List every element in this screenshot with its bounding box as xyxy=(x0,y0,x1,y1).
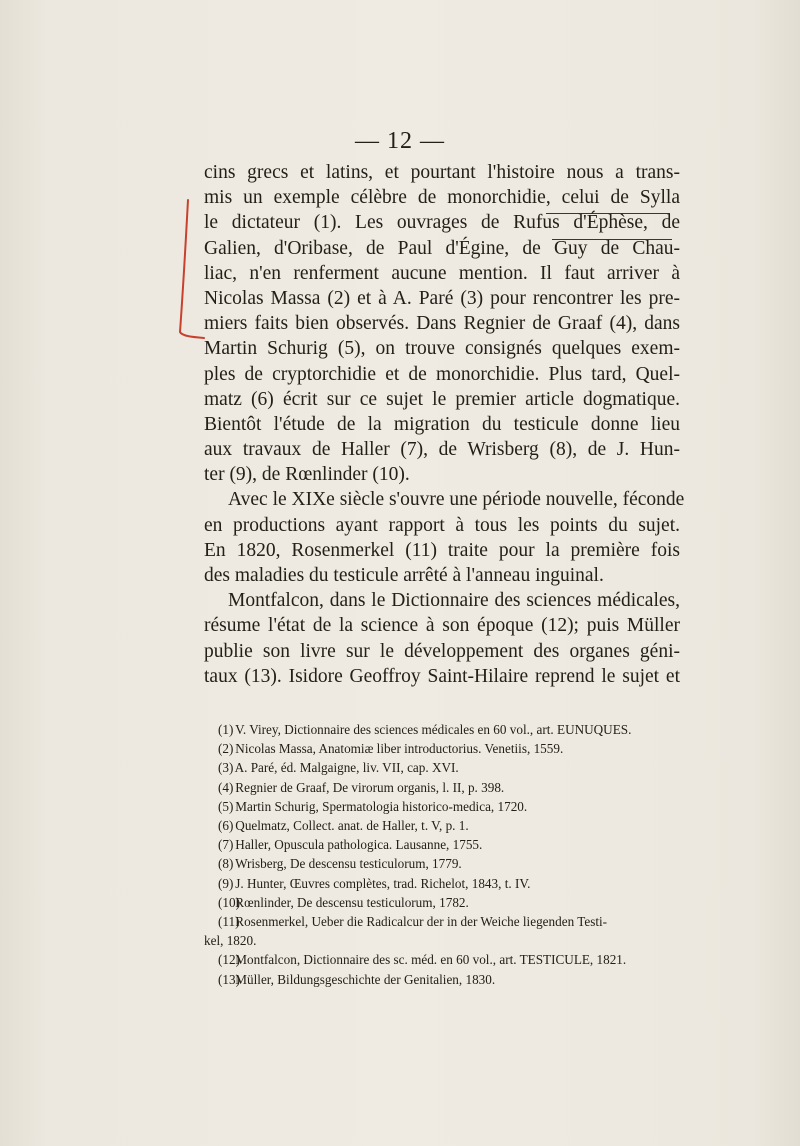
text-line: matz (6) écrit sur ce sujet le premier article dogmatique. xyxy=(204,388,680,410)
footnote-number: (13) xyxy=(218,971,240,987)
footnote-number: (5) xyxy=(218,798,234,814)
text-line: cins grecs et latins, et pourtant l'histoire nous a trans- xyxy=(204,162,680,183)
footnote xyxy=(204,970,682,989)
footnote xyxy=(204,758,682,777)
footnote-number: (6) xyxy=(218,818,234,834)
footnote xyxy=(204,950,682,969)
text-line: taux (13). Isidore Geoffroy Saint-Hilaire reprend le sujet et xyxy=(204,665,680,687)
footnote-number: (3) xyxy=(218,760,234,776)
footnote xyxy=(204,854,682,873)
text-line: aux travaux de Haller (7), de Wrisberg (8), de J. Hun- xyxy=(204,439,680,461)
text-line: En 1820, Rosenmerkel (11) traite pour la première fois xyxy=(204,539,680,561)
footnote-text: V. Virey, Dictionnaire des sciences médicales en 60 vol., art. EUNUQUES. xyxy=(235,722,632,737)
footnote-number: (9) xyxy=(218,875,234,891)
text-line: Galien, d'Oribase, de Paul d'Égine, de Guy de Chau- xyxy=(204,237,680,259)
footnotes xyxy=(204,720,682,989)
text-line: miers faits bien observés. Dans Regnier de Graaf (4), dans xyxy=(204,313,680,335)
footnote-text: Rœnlinder, De descensu testiculorum, 1782. xyxy=(235,894,469,910)
body-text xyxy=(204,160,685,689)
footnote-number: (12) xyxy=(218,952,240,968)
text-line: liac, n'en renferment aucune mention. Il faut arriver à xyxy=(204,262,680,284)
red-pencil-margin-mark xyxy=(166,196,206,344)
text-line: Martin Schurig (5), on trouve consignés quelques exem- xyxy=(204,338,680,360)
footnote-text: Müller, Bildungsgeschichte der Genitalien, 1830. xyxy=(235,971,496,987)
text-line: publie son livre sur le développement des organes géni- xyxy=(204,640,680,662)
text-line: en productions ayant rapport à tous les points du sujet. xyxy=(204,514,680,536)
footnote-number: (4) xyxy=(218,779,234,795)
footnote-number: (7) xyxy=(218,837,234,853)
footnote-text: Haller, Opuscula pathologica. Lausanne, 1755. xyxy=(235,837,483,853)
footnote xyxy=(204,816,682,835)
footnote xyxy=(204,797,682,816)
footnote-text: A. Paré, éd. Malgaigne, liv. VII, cap. XVI. xyxy=(234,760,459,776)
footnote-text: Nicolas Massa, Anatomiæ liber introductorius. Venetiis, 1559. xyxy=(235,741,564,757)
text-line: ples de cryptorchidie et de monorchidie. Plus tard, Quel- xyxy=(204,363,680,385)
text-line: ter (9), de Rœnlinder (10). xyxy=(204,464,410,486)
footnote xyxy=(204,778,682,797)
footnote-text: J. Hunter, Œuvres complètes, trad. Richelot, 1843, t. IV. xyxy=(235,875,531,891)
footnote xyxy=(204,835,682,854)
text-line: résume l'état de la science à son époque (12); puis Müller xyxy=(204,615,680,637)
footnote xyxy=(204,739,682,758)
footnote-text: Quelmatz, Collect. anat. de Haller, t. V, p. 1. xyxy=(235,818,469,834)
footnote-text: kel, 1820. xyxy=(204,933,257,949)
footnote-text: Wrisberg, De descensu testiculorum, 1779. xyxy=(235,856,462,872)
text-line: Nicolas Massa (2) et à A. Paré (3) pour rencontrer les pre- xyxy=(204,287,680,309)
footnote-number: (10) xyxy=(218,894,240,910)
footnote-text: Rosenmerkel, Ueber die Radicalcur der in der Weiche liegenden Testi- xyxy=(235,914,608,930)
footnote-number: (8) xyxy=(218,856,234,872)
footnote xyxy=(204,720,682,739)
footnote-continuation xyxy=(204,931,682,950)
text-line: des maladies du testicule arrêté à l'anneau inguinal. xyxy=(204,565,604,586)
footnote-number: (1) xyxy=(218,722,234,737)
footnote-text: Regnier de Graaf, De virorum organis, l. II, p. 398. xyxy=(235,779,505,795)
footnote-text: Martin Schurig, Spermatologia historico-medica, 1720. xyxy=(235,798,528,814)
footnote-text: Montfalcon, Dictionnaire des sc. méd. en 60 vol., art. TESTICULE, 1821. xyxy=(235,952,627,968)
text-line: Avec le XIXe siècle s'ouvre une période nouvelle, féconde xyxy=(228,489,685,511)
footnote xyxy=(204,874,682,893)
text-line: mis un exemple célèbre de monorchidie, celui de Sylla xyxy=(204,187,680,209)
page-number: — 12 — xyxy=(355,128,445,154)
footnote xyxy=(204,912,682,931)
text-line: Montfalcon, dans le Dictionnaire des sciences médicales, xyxy=(228,590,680,612)
text-line: Bientôt l'étude de la migration du testicule donne lieu xyxy=(204,413,680,435)
footnote-number: (2) xyxy=(218,741,234,757)
footnote xyxy=(204,893,682,912)
text-line: le dictateur (1). Les ouvrages de Rufus d'Éphèse, de xyxy=(204,212,680,234)
footnote-number: (11) xyxy=(218,914,240,930)
